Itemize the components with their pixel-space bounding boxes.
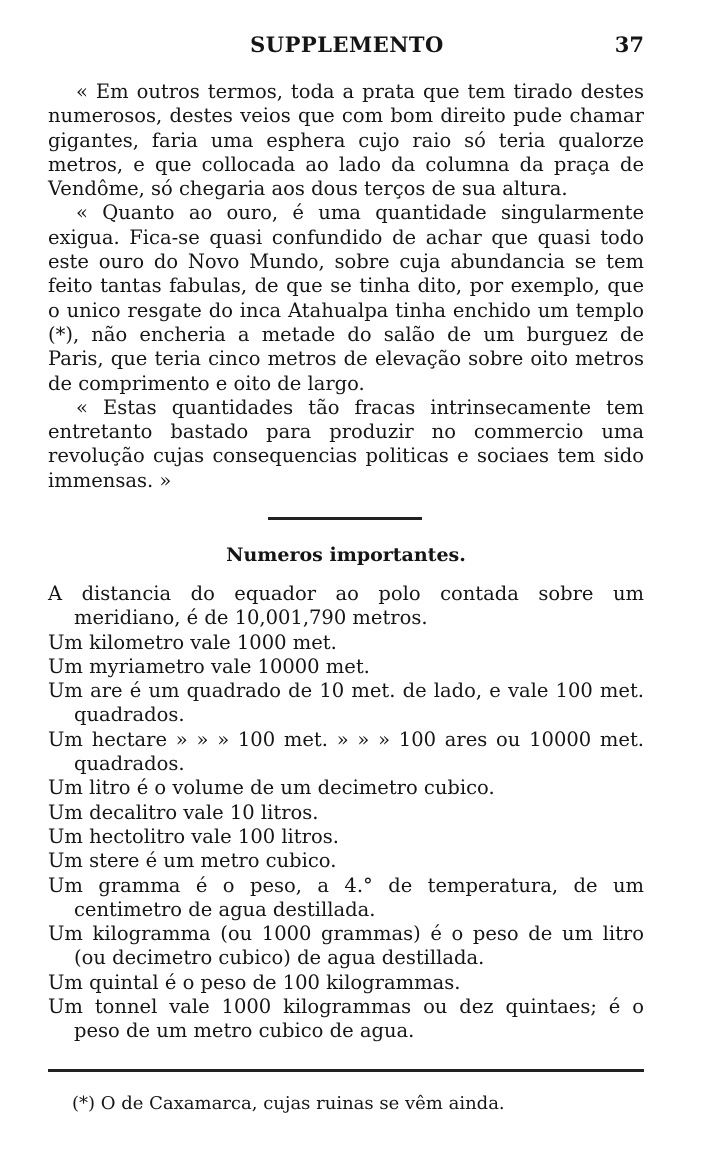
fact-item: Um litro é o volume de um decimetro cubico.: [48, 776, 495, 800]
fact-item: Um kilogramma (ou 1000 grammas) é o peso de um litro (ou decimetro cubico) de agua destillada.: [48, 922, 644, 970]
footnote-divider: [48, 1069, 644, 1072]
fact-item: Um hectare » » » 100 met. » » » 100 ares ou 10000 met. quadrados.: [48, 727, 644, 776]
fact-item: Um gramma é o peso, a 4.° de temperatura, de um centimetro de agua destillada.: [48, 873, 644, 921]
fact-item: Um tonnel vale 1000 kilogrammas ou dez quintaes; é o peso de um metro cubico de agua.: [48, 995, 644, 1043]
section-divider: [268, 517, 422, 520]
quote-paragraph: « Estas quantidades tão fracas intrinsecamente tem entretanto bastado para produzir no commercio uma revolução cujas consequencias politicas e sociaes tem sido immensas. »: [48, 395, 644, 492]
fact-item: Um kilometro vale 1000 met.: [48, 630, 337, 654]
page-number: 37: [614, 32, 644, 57]
fact-item: Um myriametro vale 10000 met.: [48, 654, 370, 678]
running-title: SUPPLEMENTO: [250, 32, 444, 57]
fact-item: Um decalitro vale 10 litros.: [48, 800, 319, 824]
quote-paragraph: « Quanto ao ouro, é uma quantidade singularmente exigua. Fica-se quasi confundido de achar que quasi todo este ouro do Novo Mundo, sobre cuja abundancia se tem feito tantas fabulas, de que se tinha dito, por exemplo, que o unico resgate do inca Atahualpa tinha enchido um templo (*), não encheria a metade do salão de um burguez de Paris, que teria cinco metros de elevação sobre oito metros de comprimento e oito de largo.: [48, 201, 644, 395]
fact-item: A distancia do equador ao polo contada sobre um meridiano, é de 10,001,790 metros.: [48, 582, 644, 630]
fact-item: Um are é um quadrado de 10 met. de lado, e vale 100 met. quadrados.: [48, 679, 644, 727]
fact-item: Um stere é um metro cubico.: [48, 849, 337, 873]
quote-paragraph: « Em outros termos, toda a prata que tem tirado destes numerosos, destes veios que com bom direito pude chamar gigantes, faria uma esphera cujo raio só teria qualorze metros, e que collocada ao lado da columna da praça de Vendôme, só chegaria aos dous terços de sua altura.: [48, 80, 644, 201]
quoted-passage: [48, 80, 644, 493]
section-heading: Numeros importantes.: [226, 544, 466, 566]
fact-item: Um hectolitro vale 100 litros.: [48, 824, 339, 848]
page-header: [48, 32, 646, 62]
facts-list: [48, 582, 644, 1044]
fact-item: Um quintal é o peso de 100 kilogrammas.: [48, 970, 461, 994]
footnote: (*) O de Caxamarca, cujas ruinas se vêm ainda.: [72, 1093, 505, 1114]
